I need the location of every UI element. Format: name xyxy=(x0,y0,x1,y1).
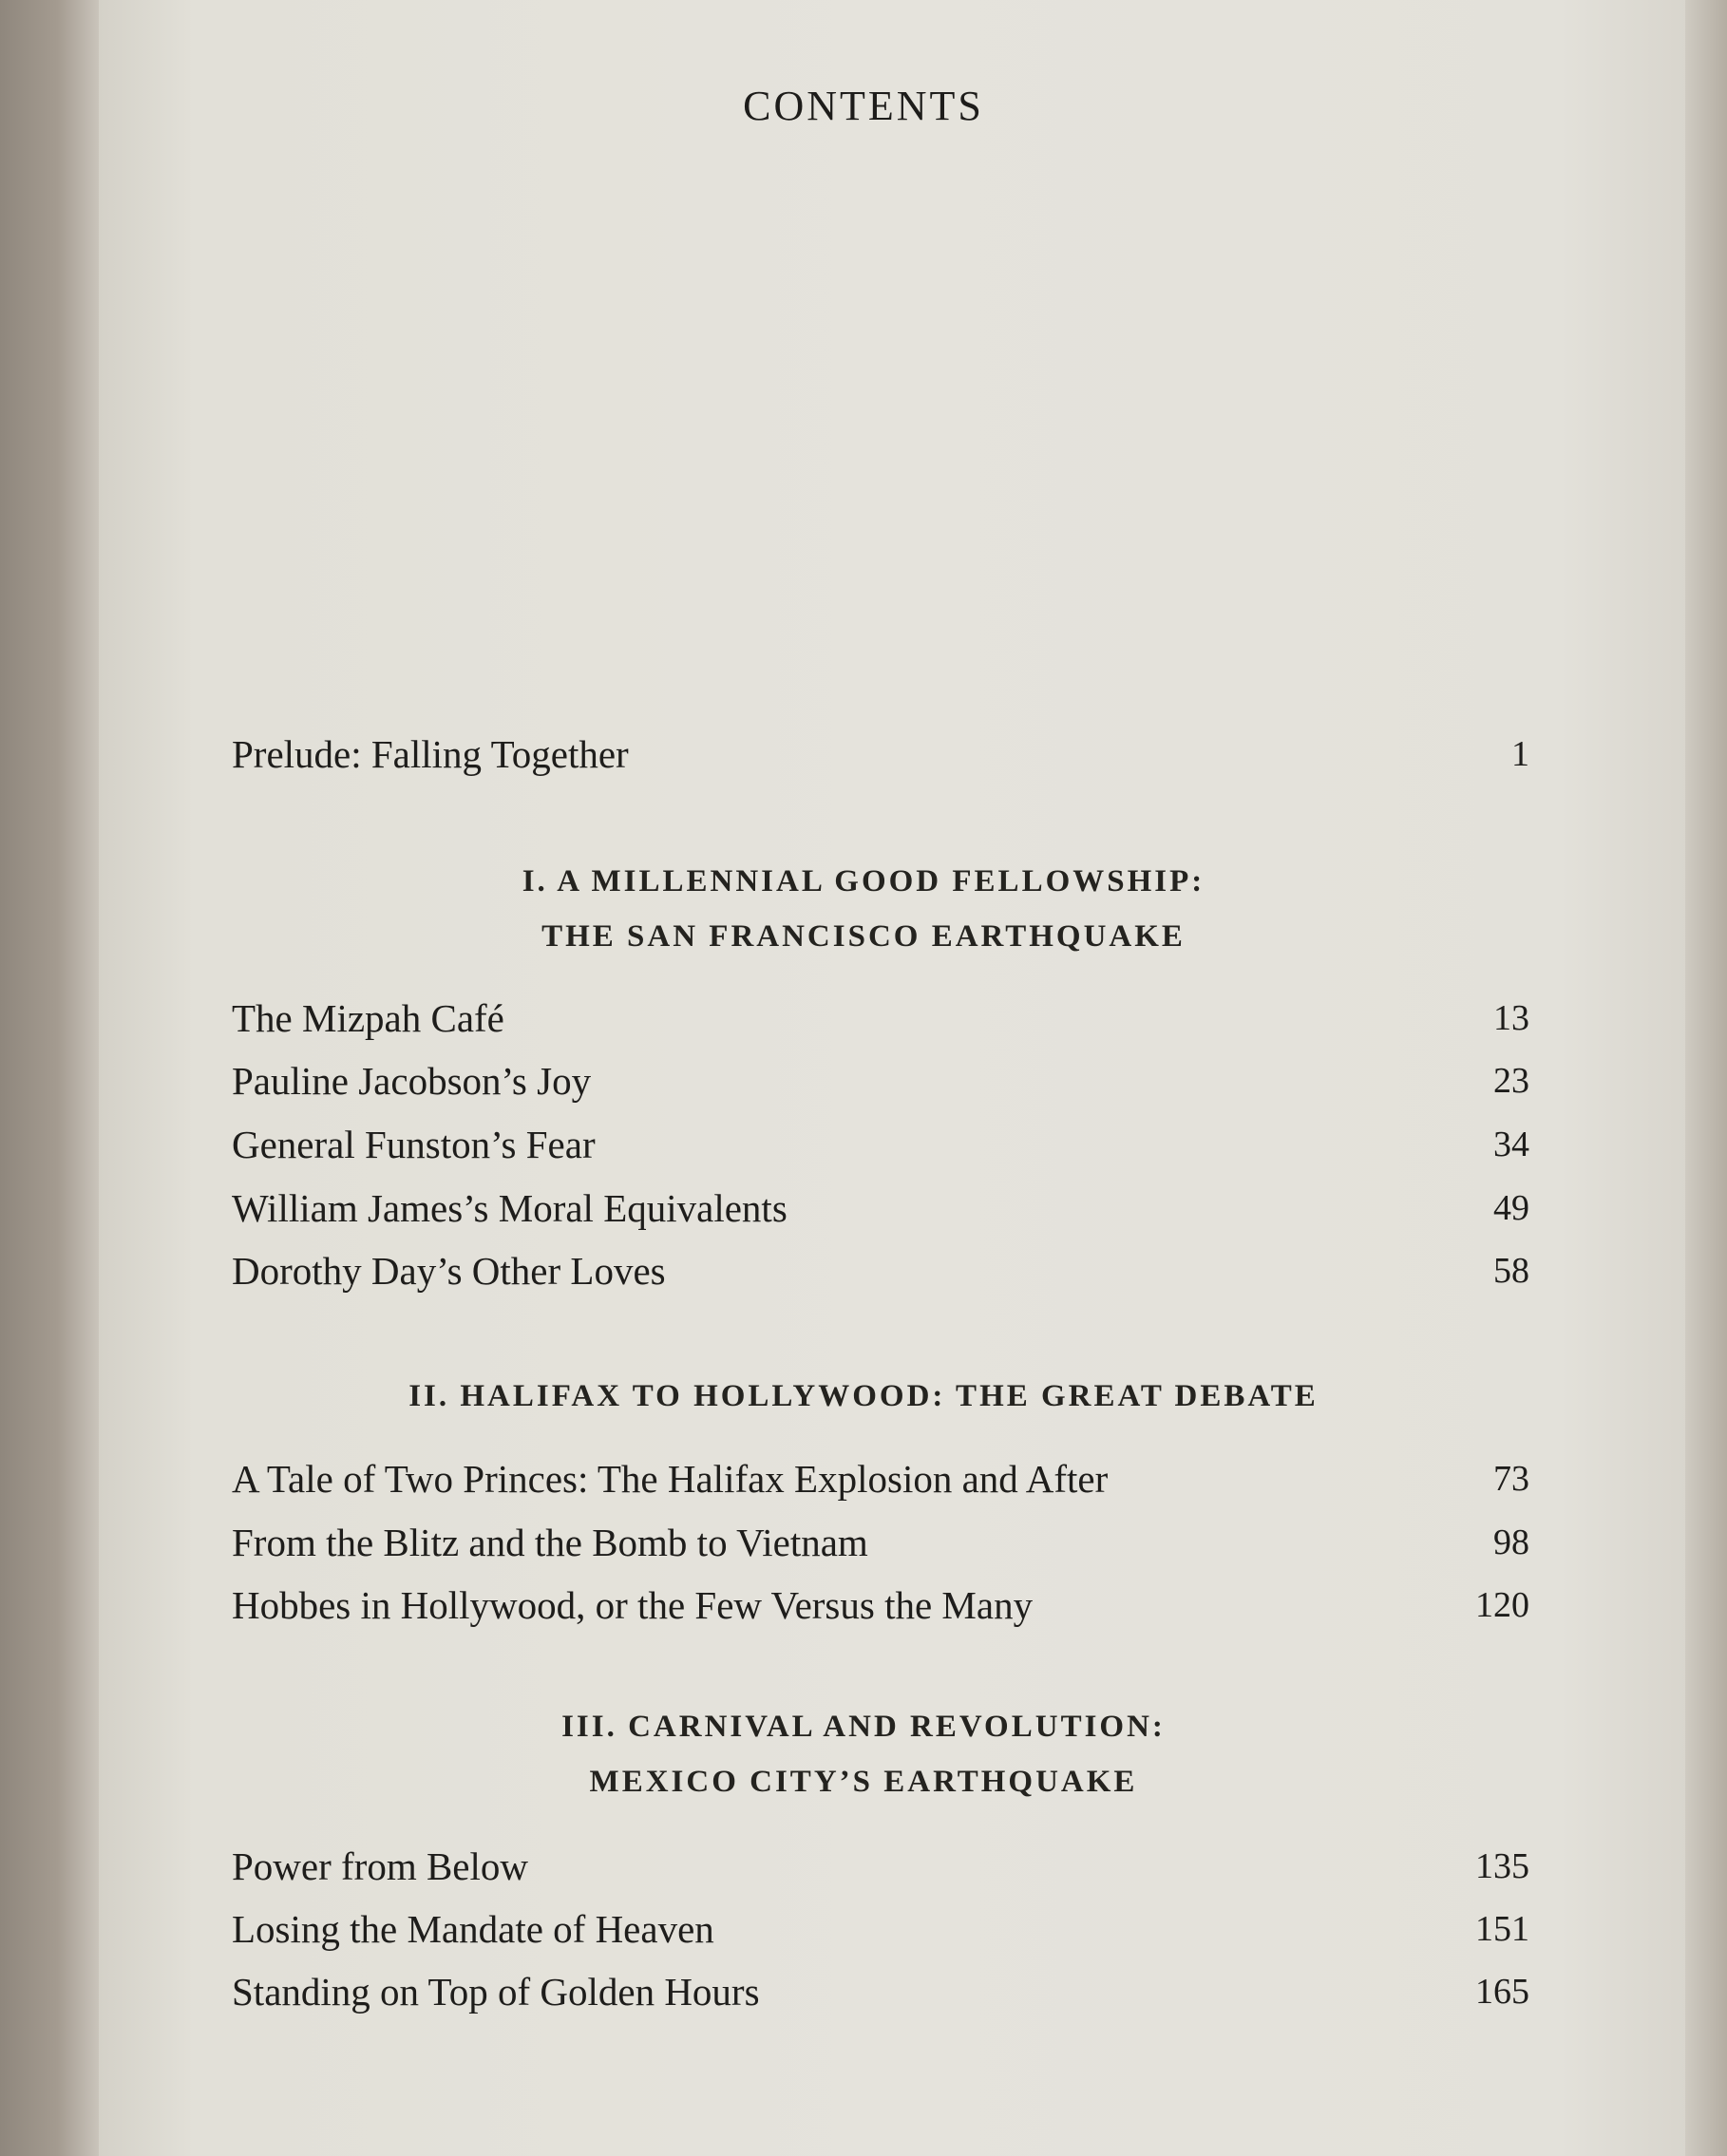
part-heading: I. A MILLENNIAL GOOD FELLOWSHIP: xyxy=(522,864,1205,898)
toc-entry xyxy=(232,1966,1529,2017)
toc-entry-page: 151 xyxy=(1475,1909,1529,1949)
part-heading: THE SAN FRANCISCO EARTHQUAKE xyxy=(541,919,1186,954)
toc-entry xyxy=(232,1182,1529,1234)
toc-entry xyxy=(232,1841,1529,1892)
toc-entry-page: 73 xyxy=(1493,1459,1529,1499)
toc-entry-label: Prelude: Falling Together xyxy=(232,732,629,776)
part-heading: III. CARNIVAL AND REVOLUTION: xyxy=(561,1710,1166,1744)
toc-entry-label: Pauline Jacobson’s Joy xyxy=(232,1059,592,1103)
toc-entry-page: 120 xyxy=(1475,1585,1529,1625)
part-heading: II. HALIFAX TO HOLLYWOOD: THE GREAT DEBATE xyxy=(408,1379,1319,1413)
toc-entry xyxy=(232,993,1529,1044)
toc-entry xyxy=(232,1119,1529,1170)
book-gutter xyxy=(0,0,104,2156)
toc-entry-page: 165 xyxy=(1475,1972,1529,2012)
toc-entry-page: 13 xyxy=(1493,998,1529,1038)
toc-entry-page: 23 xyxy=(1493,1061,1529,1101)
page-title: CONTENTS xyxy=(743,83,984,129)
toc-entry xyxy=(232,1055,1529,1106)
toc-entry-label: Losing the Mandate of Heaven xyxy=(232,1907,714,1951)
toc-entry-label: A Tale of Two Princes: The Halifax Explosion and After xyxy=(232,1457,1109,1501)
toc-entry-page: 58 xyxy=(1493,1251,1529,1291)
toc-entry-label: From the Blitz and the Bomb to Vietnam xyxy=(232,1521,868,1564)
toc-entry xyxy=(232,1579,1529,1631)
toc-entry-label: The Mizpah Café xyxy=(232,996,504,1040)
toc-entry xyxy=(232,1517,1529,1568)
page-edge xyxy=(1685,0,1727,2156)
toc-entry-page: 98 xyxy=(1493,1522,1529,1562)
toc-entry-page: 34 xyxy=(1493,1125,1529,1164)
toc-entry-page: 135 xyxy=(1475,1846,1529,1886)
part-heading: MEXICO CITY’S EARTHQUAKE xyxy=(589,1765,1138,1799)
toc-entry xyxy=(232,1453,1529,1504)
toc-entry-prelude xyxy=(232,728,1529,780)
toc-entry-label: Standing on Top of Golden Hours xyxy=(232,1970,760,2014)
toc-entry-label: Hobbes in Hollywood, or the Few Versus the Many xyxy=(232,1583,1034,1627)
toc-entry xyxy=(232,1245,1529,1296)
toc-entry-label: William James’s Moral Equivalents xyxy=(232,1186,788,1230)
toc-entry-page: 1 xyxy=(1511,734,1529,774)
toc-entry-page: 49 xyxy=(1493,1188,1529,1228)
toc-entry xyxy=(232,1903,1529,1955)
toc-entry-label: General Funston’s Fear xyxy=(232,1123,596,1166)
toc-entry-label: Power from Below xyxy=(232,1844,529,1888)
toc-entry-label: Dorothy Day’s Other Loves xyxy=(232,1249,666,1293)
